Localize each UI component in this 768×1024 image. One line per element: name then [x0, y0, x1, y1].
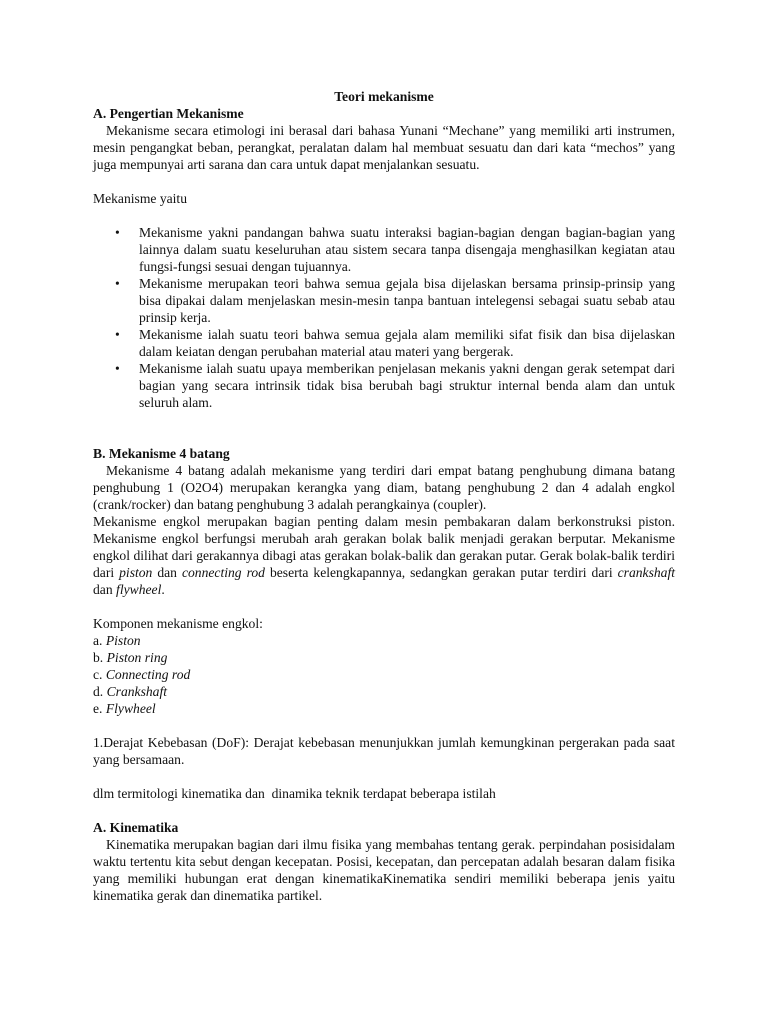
- page-title: Teori mekanisme: [334, 89, 434, 104]
- item-name: Connecting rod: [105, 667, 191, 682]
- item-name: Flywheel: [105, 701, 156, 716]
- paragraph-2-text: Mekanisme engkol merupakan bagian penting dalam mesin pembakaran dalam berkonstruksi piston. Mekanisme engkol berfungsi merubah arah gerakan bolak balik menjadi gerakan berputar. Mekanisme engkol dilihat dari gerakannya dibagi atas gerakan bolak-balik dan gerakan putar. Gerak bolak-balik terdiri dari: [93, 514, 675, 580]
- terminology-line: dlm termitologi kinematika dan dinamika teknik terdapat beberapa istilah: [93, 786, 496, 801]
- section-a-intro: Mekanisme yaitu: [93, 191, 188, 206]
- paragraph-2-continued: beserta kelengkapannya, sedangkan gerakan putar terdiri dari: [269, 565, 613, 580]
- section-a-paragraph: Mekanisme secara etimologi ini berasal dari bahasa Yunani “Mechane” yang memiliki arti instrumen, mesin pengangkat beban, perangkat, peralatan dalam hal membuat sesuatu dan dari kata “mechos” yang juga mempunyai arti sarana dan cara untuk dapat menjalankan sesuatu.: [93, 123, 675, 172]
- term-flywheel: flywheel: [116, 582, 162, 597]
- item-name: Piston ring: [106, 650, 168, 665]
- section-b-heading: B. Mekanisme 4 batang: [93, 446, 230, 461]
- term-piston: piston: [119, 565, 153, 580]
- document-body: [93, 88, 675, 904]
- item-prefix: d.: [93, 684, 104, 699]
- list-item: [93, 666, 675, 683]
- dof-text: Derajat kebebasan menunjukkan jumlah kemungkinan pergerakan pada saat yang bersamaan.: [93, 735, 675, 767]
- section-b-paragraph-1: Mekanisme 4 batang adalah mekanisme yang terdiri dari empat batang penghubung dimana batang penghubung 1 (O2O4) merupakan kerangka yang diam, batang penghubung 2 dan 4 adalah engkol (crank/rocker) dan batang penghubung 3 adalah perangkainya (coupler).: [93, 463, 675, 512]
- connector-text: dan: [157, 565, 177, 580]
- item-prefix: a.: [93, 633, 103, 648]
- list-item: [93, 700, 675, 717]
- components-intro: Komponen mekanisme engkol:: [93, 616, 263, 631]
- kinematika-heading: A. Kinematika: [93, 820, 179, 835]
- list-item: • Mekanisme ialah suatu upaya memberikan penjelasan mekanis yakni dengan gerak setempat dari bagian yang secara intrinsik tidak bisa berubah bagi struktur internal benda alam dan untuk seluruh alam.: [93, 360, 675, 411]
- components-list: [93, 632, 675, 717]
- connector-text: dan: [93, 582, 113, 597]
- list-item: [93, 683, 675, 700]
- item-name: Piston: [105, 633, 141, 648]
- list-item: • Mekanisme yakni pandangan bahwa suatu interaksi bagian-bagian dengan bagian-bagian yang lainnya dalam suatu keseluruhan atau sistem secara tanpa disengaja menghasilkan kegiatan atau fungsi-fungsi sesuai dengan tujuannya.: [93, 224, 675, 275]
- item-name: Crankshaft: [106, 684, 168, 699]
- item-prefix: c.: [93, 667, 103, 682]
- dof-paragraph: [93, 734, 675, 768]
- section-a-heading: A. Pengertian Mekanisme: [93, 106, 244, 121]
- list-item: • Mekanisme merupakan teori bahwa semua gejala bisa dijelaskan bersama prinsip-prinsip yang bisa dipakai dalam menjelaskan mesin-mesin tanpa bantuan intelegensi sebagai suatu sebab atau prinsip kerja.: [93, 275, 675, 326]
- section-b-paragraph-2: [93, 513, 675, 598]
- list-item: [93, 632, 675, 649]
- mekanisme-bullet-list: [93, 224, 675, 411]
- item-prefix: b.: [93, 650, 104, 665]
- term-connecting-rod: connecting rod: [181, 565, 265, 580]
- term-crankshaft: crankshaft: [617, 565, 676, 580]
- period: .: [161, 582, 165, 597]
- list-item: [93, 649, 675, 666]
- dof-label: 1.Derajat Kebebasan (DoF):: [93, 735, 250, 750]
- kinematika-paragraph: Kinematika merupakan bagian dari ilmu fisika yang membahas tentang gerak. perpindahan posisidalam waktu tertentu kita sebut dengan kecepatan. Posisi, kecepatan, dan percepatan adalah besaran dalam fisika yang memiliki hubungan erat dengan kinematikaKinematika sendiri memiliki beberapa jenis yaitu kinematika gerak dan dinematika partikel.: [93, 837, 675, 903]
- item-prefix: e.: [93, 701, 103, 716]
- list-item: • Mekanisme ialah suatu teori bahwa semua gejala alam memiliki sifat fisik dan bisa dijelaskan dalam keiatan dengan perubahan material atau materi yang bergerak.: [93, 326, 675, 360]
